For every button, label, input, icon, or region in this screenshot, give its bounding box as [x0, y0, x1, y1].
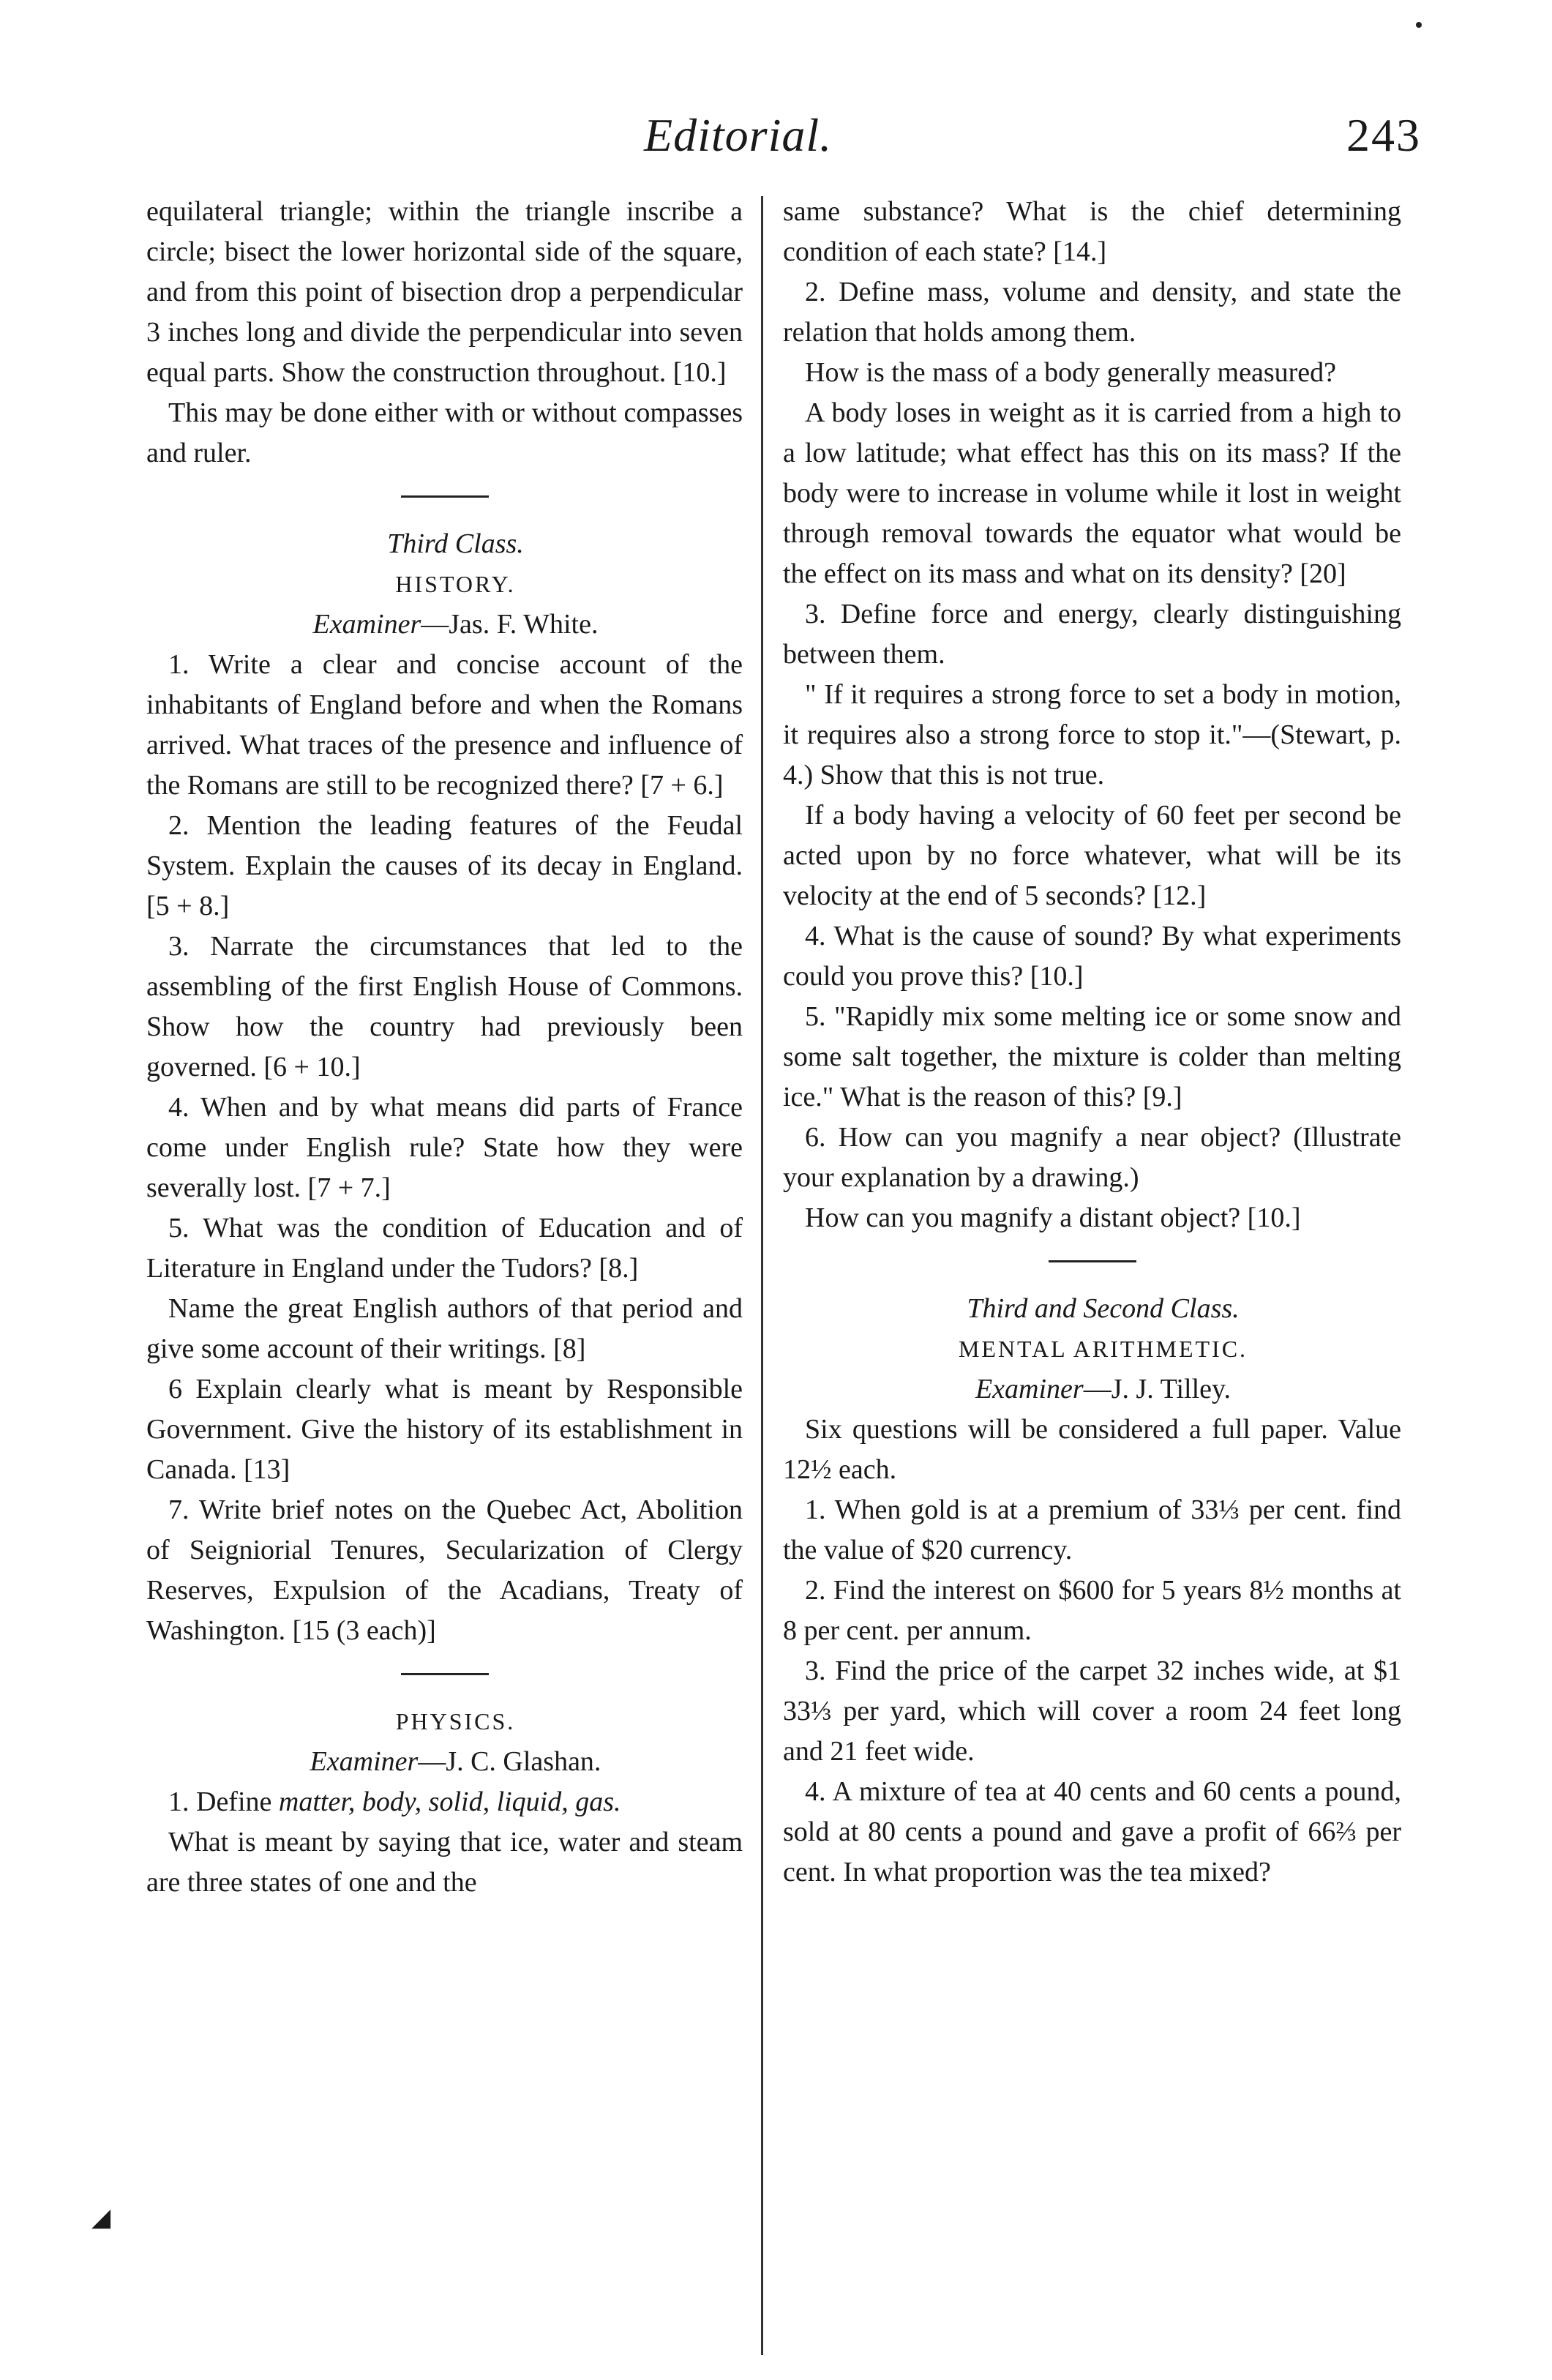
section-rule [401, 1673, 489, 1675]
paragraph: " If it requires a strong force to set a body in motion, it requires also a strong force to stop it."—(Stewart, p. 4.) Show that this is not true. [783, 679, 1401, 790]
right-column [783, 192, 1401, 1893]
examiner-label: Examiner [310, 1746, 419, 1777]
question-start: 1. Define [168, 1786, 279, 1817]
class-title: Third Class. [387, 528, 524, 559]
paragraph: How can you magnify a distant object? [10.] [805, 1202, 1301, 1233]
question [146, 1782, 743, 1822]
question: 3. Narrate the circumstances that led to the assembling of the first English House of Commons. Show how the country had previously been governed. [6 + 10.] [146, 931, 743, 1082]
question: 5. "Rapidly mix some melting ice or some snow and some salt together, the mixture is colder than melting ice." What is the reason of this? [9.] [783, 1001, 1401, 1112]
question: 6. How can you magnify a near object? (Illustrate your explanation by a drawing.) [783, 1122, 1401, 1193]
question: 1. Write a clear and concise account of the inhabitants of England before and when the Romans arrived. What traces of the presence and influence of the Romans are still to be recognized there? [7 + 6.] [146, 649, 743, 801]
paragraph: equilateral triangle; within the triangle inscribe a circle; bisect the lower horizontal side of the square, and from this point of bisection drop a perpendicular 3 inches long and divide the perpendicular into seven equal parts. Show the construction throughout. [10.] [146, 196, 743, 388]
section-rule [401, 495, 489, 498]
page-number: 243 [1346, 109, 1421, 161]
page-header [0, 108, 1552, 174]
question: 2. Mention the leading features of the Feudal System. Explain the causes of its decay in England. [5 + 8.] [146, 810, 743, 921]
examiner-line [146, 605, 743, 645]
examiner-name: —Jas. F. White. [421, 609, 599, 640]
section-rule [1049, 1260, 1136, 1262]
question: 4. A mixture of tea at 40 cents and 60 cents a pound, sold at 80 cents a pound and gave a profit of 66⅔ per cent. In what proportion was the tea mixed? [783, 1776, 1401, 1887]
question: 4. When and by what means did parts of France come under English rule? State how they were severally lost. [7 + 7.] [146, 1092, 743, 1203]
question: Name the great English authors of that period and give some account of their writings. [8] [146, 1293, 743, 1364]
question: 1. When gold is at a premium of 33⅓ per cent. find the value of $20 currency. [783, 1494, 1401, 1565]
paragraph: Six questions will be considered a full paper. Value 12½ each. [783, 1414, 1401, 1485]
paragraph: If a body having a velocity of 60 feet per second be acted upon by no force whatever, what will be its velocity at the end of 5 seconds? [12.] [783, 800, 1401, 911]
examiner-name: —J. C. Glashan. [418, 1746, 601, 1777]
margin-dot [1416, 22, 1422, 28]
column-divider [761, 196, 763, 2355]
question: 3. Define force and energy, clearly distinguishing between them. [783, 599, 1401, 670]
examiner-line [783, 1369, 1401, 1410]
examiner-name: —J. J. Tilley. [1083, 1374, 1232, 1404]
examiner-label: Examiner [312, 609, 421, 640]
examiner-line [146, 1742, 743, 1782]
question-terms: matter, body, solid, liquid, gas. [278, 1786, 621, 1817]
paragraph: This may be done either with or without compasses and ruler. [146, 397, 743, 468]
paragraph: A body loses in weight as it is carried from a high to a low latitude; what effect has this on its mass? If the body were to increase in volume while it lost in weight through removal towards the equator what would be the effect on its mass and what on its density? [20] [783, 397, 1401, 589]
class-title: Third and Second Class. [967, 1293, 1240, 1324]
question: 3. Find the price of the carpet 32 inches wide, at $1 33⅓ per yard, which will cover a room 24 feet long and 21 feet wide. [783, 1655, 1401, 1767]
paragraph: How is the mass of a body generally measured? [805, 357, 1337, 388]
question: 4. What is the cause of sound? By what experiments could you prove this? [10.] [783, 921, 1401, 992]
margin-arrow-icon: ◢ [91, 2204, 111, 2231]
subject-heading: MENTAL ARITHMETIC. [958, 1336, 1248, 1362]
examiner-label: Examiner [975, 1374, 1084, 1404]
subject-heading: HISTORY. [395, 571, 516, 597]
question: 7. Write brief notes on the Quebec Act, Abolition of Seigniorial Tenures, Secularization of Clergy Reserves, Expulsion of the Acadians, Treaty of Washington. [15 (3 each)] [146, 1494, 743, 1646]
question: 6 Explain clearly what is meant by Responsible Government. Give the history of its establishment in Canada. [13] [146, 1374, 743, 1485]
left-column [146, 192, 743, 1903]
subject-heading: PHYSICS. [395, 1708, 516, 1735]
question: What is meant by saying that ice, water and steam are three states of one and the [146, 1827, 743, 1898]
question: 2. Define mass, volume and density, and state the relation that holds among them. [783, 277, 1401, 348]
question: 2. Find the interest on $600 for 5 years 8½ months at 8 per cent. per annum. [783, 1575, 1401, 1646]
running-title: Editorial. [644, 109, 833, 161]
question: 5. What was the condition of Education and of Literature in England under the Tudors? [8.] [146, 1213, 743, 1284]
paragraph: same substance? What is the chief determining condition of each state? [14.] [783, 196, 1401, 267]
